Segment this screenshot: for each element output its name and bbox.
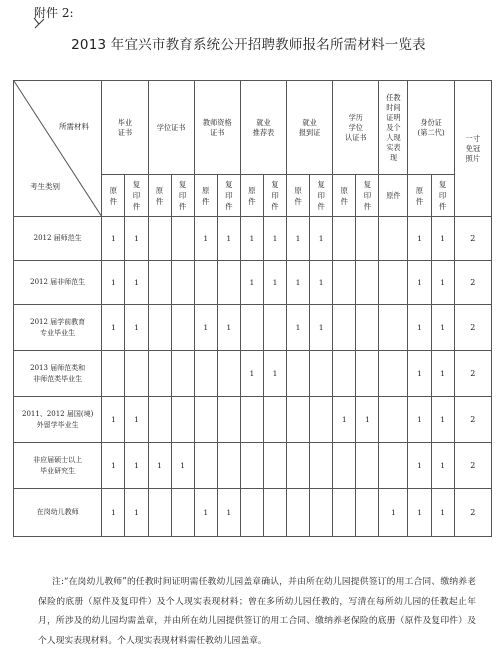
table-cell bbox=[287, 443, 310, 489]
sub-header-2-0: 原 件 bbox=[194, 175, 217, 217]
table-cell bbox=[379, 261, 408, 305]
group-header-6: 任教 时间 证明 及个 人现 实表 现 bbox=[379, 81, 408, 175]
table-row bbox=[14, 261, 492, 305]
table-cell: 1 bbox=[408, 217, 431, 261]
row-category-label: 在岗幼儿教师 bbox=[14, 489, 102, 537]
sub-header-0-0: 原 件 bbox=[102, 175, 125, 217]
table-cell: 1 bbox=[125, 305, 148, 351]
table-cell bbox=[333, 443, 356, 489]
table-cell bbox=[171, 351, 194, 397]
table-cell bbox=[287, 397, 310, 443]
table-cell: 1 bbox=[431, 489, 454, 537]
table-cell bbox=[379, 443, 408, 489]
sub-header-1-1: 复 印 件 bbox=[171, 175, 194, 217]
photo-count-cell: 2 bbox=[454, 351, 491, 397]
table-cell bbox=[148, 261, 171, 305]
table-cell: 1 bbox=[240, 261, 263, 305]
table-cell bbox=[263, 397, 286, 443]
table-cell: 1 bbox=[125, 217, 148, 261]
table-cell bbox=[356, 217, 379, 261]
sub-header-7-1: 复 印 件 bbox=[431, 175, 454, 217]
table-cell: 1 bbox=[240, 351, 263, 397]
sub-header-3-0: 原 件 bbox=[240, 175, 263, 217]
table-cell: 1 bbox=[408, 305, 431, 351]
table-cell bbox=[287, 351, 310, 397]
table-cell: 1 bbox=[125, 489, 148, 537]
table-cell bbox=[379, 397, 408, 443]
table-cell bbox=[333, 489, 356, 537]
table-cell bbox=[333, 351, 356, 397]
row-category-label: 2012 届师范生 bbox=[14, 217, 102, 261]
table-cell: 1 bbox=[125, 443, 148, 489]
table-cell bbox=[194, 397, 217, 443]
group-header-8: 一寸 免冠 照片 bbox=[454, 81, 491, 217]
table-cell: 1 bbox=[102, 397, 125, 443]
table-cell bbox=[356, 305, 379, 351]
table-row bbox=[14, 397, 492, 443]
table-cell: 1 bbox=[263, 217, 286, 261]
header-category-label: 考生类别 bbox=[30, 182, 60, 191]
photo-count-cell: 2 bbox=[454, 397, 491, 443]
table-row bbox=[14, 489, 492, 537]
text-cursor-icon bbox=[32, 16, 46, 30]
table-row bbox=[14, 305, 492, 351]
table-cell: 1 bbox=[148, 443, 171, 489]
table-cell bbox=[148, 217, 171, 261]
attachment-label: 附件 2: bbox=[34, 6, 74, 20]
table-cell bbox=[356, 443, 379, 489]
table-row bbox=[14, 351, 492, 397]
table-cell: 1 bbox=[102, 305, 125, 351]
table-cell bbox=[240, 489, 263, 537]
photo-count-cell: 2 bbox=[454, 261, 491, 305]
row-category-label: 2013 届师范类和 非师范类毕业生 bbox=[14, 351, 102, 397]
table-cell bbox=[171, 489, 194, 537]
table-cell bbox=[333, 261, 356, 305]
row-category-label: 2012 届非师范生 bbox=[14, 261, 102, 305]
table-cell bbox=[263, 305, 286, 351]
table-cell bbox=[171, 305, 194, 351]
table-cell bbox=[240, 305, 263, 351]
table-cell: 1 bbox=[102, 489, 125, 537]
table-cell bbox=[333, 217, 356, 261]
footnote: 注:“在岗幼儿教师”的任教时间证明需任教幼儿园盖章确认，并由所在幼儿园提供签订的用工合同、缴纳养老保险的底册（原件及复印件）及个人现实表现材料；曾在多所幼儿园任教的，写清在每所幼儿园的任教起止年月，所涉及的幼儿园均需盖章，并由所在幼儿园提供签订的用工合同、缴纳养老保险的底册（原件及复印件）及个人现实表现材料。个人现实表现材料需任教幼儿园盖章。 bbox=[38, 577, 476, 646]
table-cell: 1 bbox=[194, 489, 217, 537]
table-cell bbox=[217, 261, 240, 305]
table-cell: 1 bbox=[217, 489, 240, 537]
table-cell: 1 bbox=[431, 305, 454, 351]
table-cell bbox=[310, 397, 333, 443]
table-cell bbox=[240, 443, 263, 489]
table-cell: 1 bbox=[287, 305, 310, 351]
table-cell bbox=[379, 217, 408, 261]
table-cell bbox=[263, 489, 286, 537]
table-cell bbox=[194, 351, 217, 397]
table-cell bbox=[263, 443, 286, 489]
table-cell bbox=[310, 489, 333, 537]
table-cell: 1 bbox=[310, 261, 333, 305]
table-cell: 1 bbox=[102, 443, 125, 489]
table-cell: 1 bbox=[408, 261, 431, 305]
table-cell bbox=[148, 351, 171, 397]
row-category-label: 2012 届学前教育 专业毕业生 bbox=[14, 305, 102, 351]
table-cell: 1 bbox=[431, 261, 454, 305]
table-cell: 1 bbox=[240, 217, 263, 261]
table-cell bbox=[356, 351, 379, 397]
photo-count-cell: 2 bbox=[454, 489, 491, 537]
table-cell: 1 bbox=[194, 305, 217, 351]
table-cell: 1 bbox=[408, 443, 431, 489]
sub-header-5-1: 复 印 件 bbox=[356, 175, 379, 217]
table-cell bbox=[171, 397, 194, 443]
table-cell bbox=[125, 351, 148, 397]
table-cell bbox=[333, 305, 356, 351]
table-cell: 1 bbox=[431, 443, 454, 489]
table-cell bbox=[171, 261, 194, 305]
table-cell: 1 bbox=[263, 351, 286, 397]
header-materials-label: 所需材料 bbox=[59, 122, 89, 131]
table-row bbox=[14, 217, 492, 261]
group-header-5: 学历 学位 认证书 bbox=[333, 81, 379, 175]
sub-header-0-1: 复 印 件 bbox=[125, 175, 148, 217]
table-cell: 1 bbox=[171, 443, 194, 489]
sub-header-3-1: 复 印 件 bbox=[263, 175, 286, 217]
table-cell: 1 bbox=[287, 217, 310, 261]
sub-header-1-0: 原 件 bbox=[148, 175, 171, 217]
table-cell bbox=[148, 397, 171, 443]
table-cell: 1 bbox=[217, 305, 240, 351]
table-cell: 1 bbox=[356, 397, 379, 443]
group-header-2: 教师资格 证书 bbox=[194, 81, 240, 175]
table-cell: 1 bbox=[431, 351, 454, 397]
table-cell: 1 bbox=[408, 397, 431, 443]
sub-header-6-0: 原件 bbox=[379, 175, 408, 217]
table-cell bbox=[356, 261, 379, 305]
table-cell bbox=[310, 443, 333, 489]
table-cell bbox=[287, 489, 310, 537]
materials-table bbox=[13, 80, 492, 537]
table-cell: 1 bbox=[408, 489, 431, 537]
table-cell: 1 bbox=[379, 489, 408, 537]
page-title: 2013 年宜兴市教育系统公开招聘教师报名所需材料一览表 bbox=[71, 37, 426, 53]
table-cell: 1 bbox=[217, 217, 240, 261]
table-cell bbox=[310, 351, 333, 397]
sub-header-5-0: 原 件 bbox=[333, 175, 356, 217]
table-cell bbox=[102, 351, 125, 397]
table-cell bbox=[356, 489, 379, 537]
row-category-label: 2011、2012 届国(境) 外留学毕业生 bbox=[14, 397, 102, 443]
table-cell bbox=[217, 443, 240, 489]
row-category-label: 非应届硕士以上 毕业研究生 bbox=[14, 443, 102, 489]
table-cell: 1 bbox=[125, 261, 148, 305]
table-cell bbox=[379, 351, 408, 397]
table-cell bbox=[240, 397, 263, 443]
table-cell bbox=[148, 305, 171, 351]
table-cell bbox=[379, 305, 408, 351]
table-cell: 1 bbox=[287, 261, 310, 305]
group-header-0: 毕业 证书 bbox=[102, 81, 148, 175]
table-cell bbox=[194, 261, 217, 305]
sub-header-4-1: 复 印 件 bbox=[310, 175, 333, 217]
table-cell: 1 bbox=[310, 217, 333, 261]
table-cell: 1 bbox=[333, 397, 356, 443]
photo-count-cell: 2 bbox=[454, 217, 491, 261]
diagonal-divider bbox=[14, 81, 101, 216]
table-cell bbox=[148, 489, 171, 537]
table-cell: 1 bbox=[102, 261, 125, 305]
header-corner-cell bbox=[14, 81, 102, 217]
sub-header-4-0: 原 件 bbox=[287, 175, 310, 217]
table-cell: 1 bbox=[125, 397, 148, 443]
sub-header-2-1: 复 印 件 bbox=[217, 175, 240, 217]
sub-header-7-0: 原 件 bbox=[408, 175, 431, 217]
table-cell: 1 bbox=[408, 351, 431, 397]
table-cell: 1 bbox=[194, 217, 217, 261]
photo-count-cell: 2 bbox=[454, 305, 491, 351]
table-cell: 1 bbox=[310, 305, 333, 351]
table-cell: 1 bbox=[431, 397, 454, 443]
photo-count-cell: 2 bbox=[454, 443, 491, 489]
table-cell: 1 bbox=[263, 261, 286, 305]
group-header-1: 学位证书 bbox=[148, 81, 194, 175]
group-header-4: 就业 报到证 bbox=[287, 81, 333, 175]
table-cell: 1 bbox=[431, 217, 454, 261]
group-header-3: 就业 推荐表 bbox=[240, 81, 286, 175]
table-cell bbox=[217, 351, 240, 397]
table-cell bbox=[171, 217, 194, 261]
group-header-7: 身份证 (第二代) bbox=[408, 81, 454, 175]
table-row bbox=[14, 443, 492, 489]
table-cell bbox=[194, 443, 217, 489]
table-cell bbox=[217, 397, 240, 443]
table-cell: 1 bbox=[102, 217, 125, 261]
